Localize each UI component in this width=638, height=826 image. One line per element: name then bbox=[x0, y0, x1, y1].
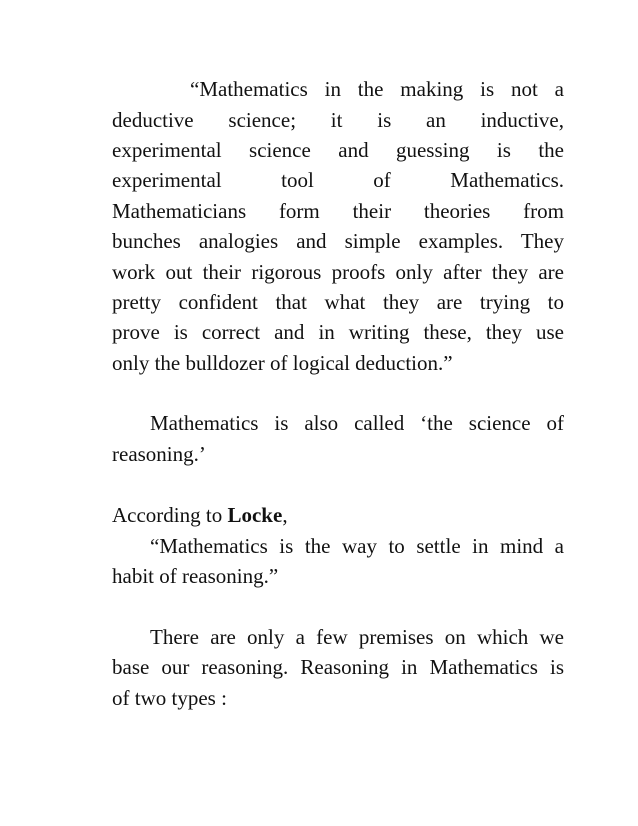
paragraph-4-line-3: of two types : bbox=[112, 686, 227, 710]
quote-line-4: experimental tool of Mathematics. bbox=[112, 168, 564, 192]
locke-intro-line bbox=[112, 500, 564, 530]
paragraph-2-line-2: reasoning.’ bbox=[112, 442, 206, 466]
quote-line-9: prove is correct and in writing these, they use bbox=[112, 320, 564, 344]
locke-intro-prefix: According to bbox=[112, 503, 223, 527]
locke-intro-suffix: , bbox=[282, 503, 288, 527]
locke-quote-line-1: “Mathematics is the way to settle in mind a bbox=[150, 534, 564, 558]
quote-line-10: only the bulldozer of logical deduction.” bbox=[112, 351, 453, 375]
quote-line-6: bunches analogies and simple examples. They bbox=[112, 229, 564, 253]
paragraph-4-line-1: There are only a few premises on which we bbox=[150, 625, 564, 649]
quote-line-2: deductive science; it is an inductive, bbox=[112, 108, 564, 132]
quote-line-1: “Mathematics in the making is not a bbox=[190, 77, 564, 101]
quote-line-5: Mathematicians form their theories from bbox=[112, 199, 564, 223]
paragraph-2-line-1: Mathematics is also called ‘the science of bbox=[150, 411, 564, 435]
quote-line-7: work out their rigorous proofs only after they are bbox=[112, 260, 564, 284]
locke-quote-line-2: habit of reasoning.” bbox=[112, 564, 279, 588]
quote-line-8: pretty confident that what they are trying to bbox=[112, 290, 564, 314]
quote-line-3: experimental science and guessing is the bbox=[112, 138, 564, 162]
paragraph-4-line-2: base our reasoning. Reasoning in Mathematics is bbox=[112, 655, 564, 679]
locke-name: Locke bbox=[227, 503, 283, 527]
